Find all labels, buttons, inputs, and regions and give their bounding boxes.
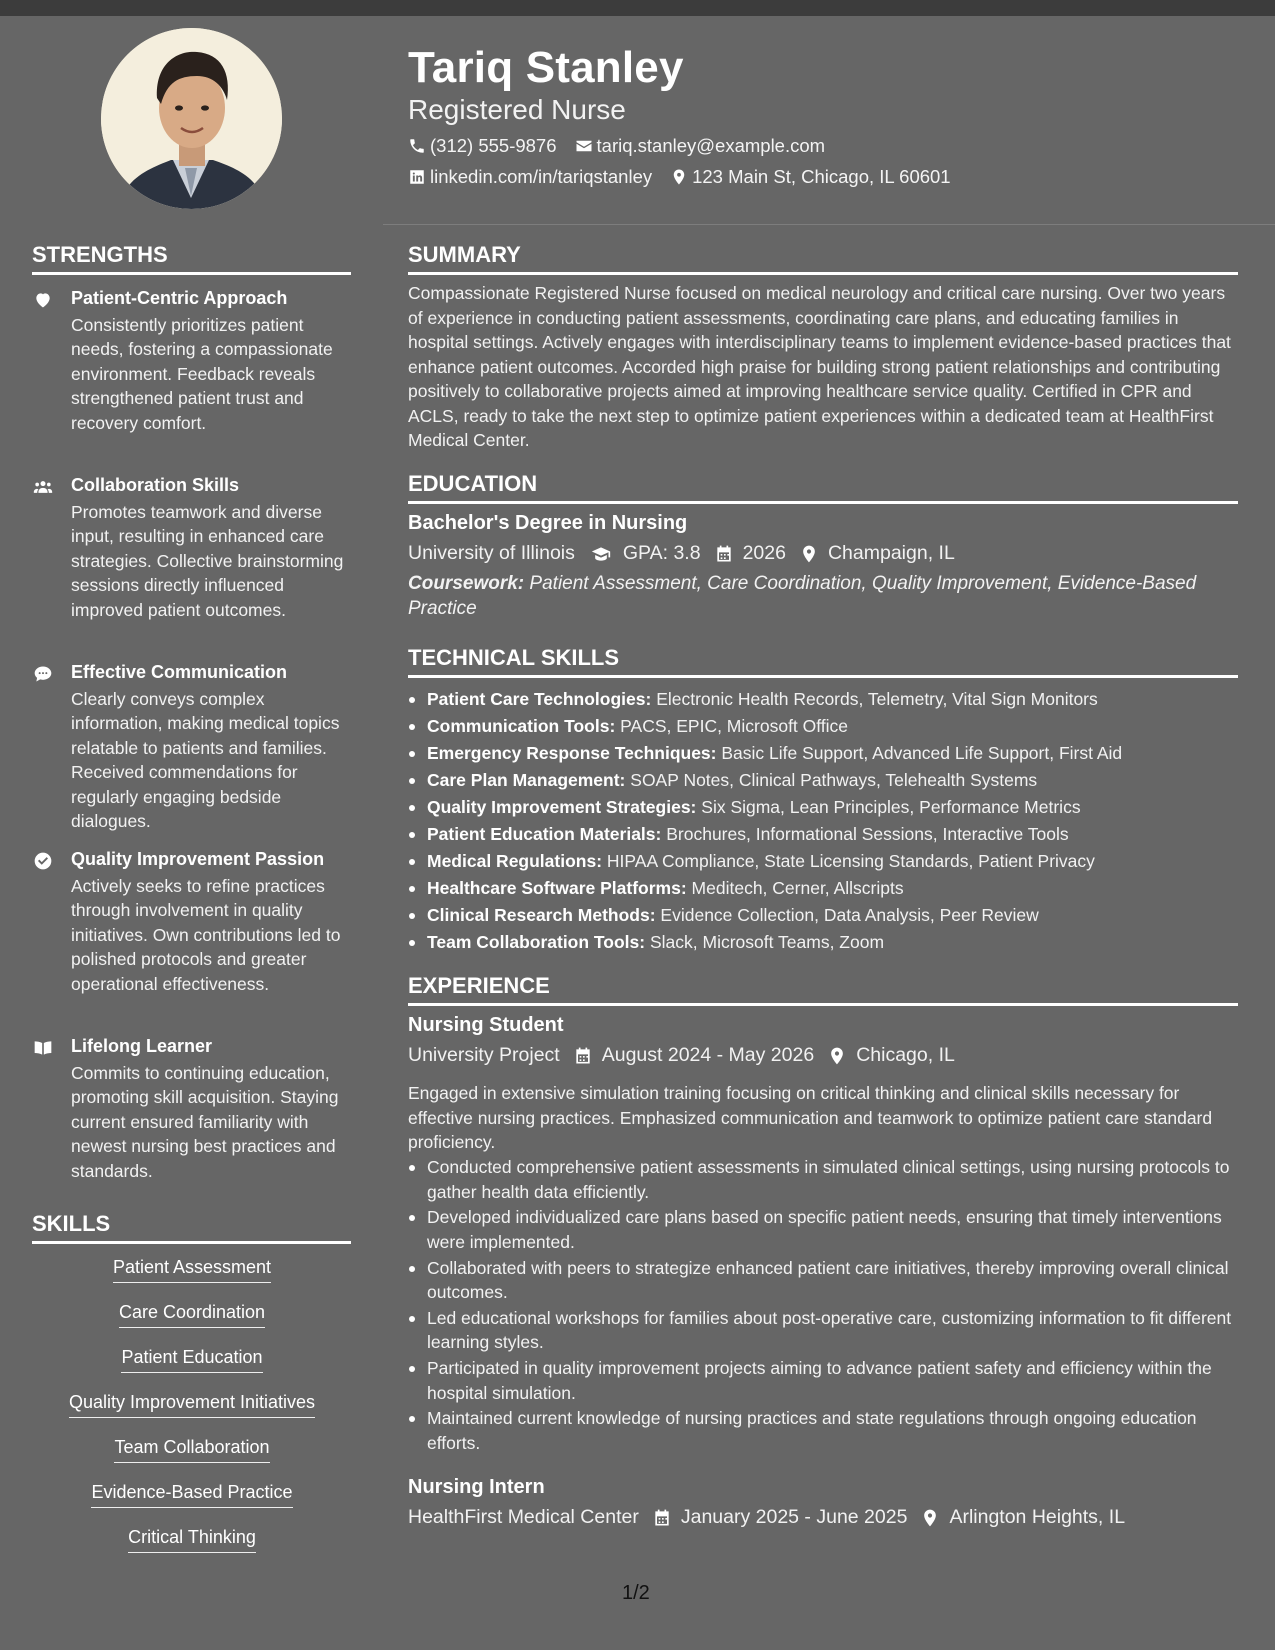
list-item: Emergency Response Techniques: Basic Life Support, Advanced Life Support, First Aid xyxy=(408,740,1243,767)
skill-tag: Critical Thinking xyxy=(32,1527,352,1553)
job-summary: Engaged in extensive simulation training focusing on critical thinking and clinical skills necessary for effective nursing practices. Emphasized communication and teamwork to optimize patient care standard proficiency. xyxy=(408,1083,1213,1152)
technical-skills-rule xyxy=(408,675,1238,678)
linkedin-item[interactable] xyxy=(408,166,652,188)
linkedin-text: linkedin.com/in/tariqstanley xyxy=(430,166,653,187)
list-item: Patient Education Materials: Brochures, Informational Sessions, Interactive Tools xyxy=(408,821,1243,848)
graduation-cap-icon xyxy=(588,544,614,564)
job-meta xyxy=(408,1506,1125,1529)
heart-icon xyxy=(32,290,54,310)
candidate-name: Tariq Stanley xyxy=(408,43,684,92)
school-name: University of Illinois xyxy=(408,542,575,564)
strength-title: Effective Communication xyxy=(71,662,288,682)
strength-title: Quality Improvement Passion xyxy=(71,849,325,869)
job-org: University Project xyxy=(408,1044,560,1066)
list-item: Quality Improvement Strategies: Six Sigma, Lean Principles, Performance Metrics xyxy=(408,794,1243,821)
strength-title: Lifelong Learner xyxy=(71,1036,213,1056)
skill-tag: Patient Education xyxy=(32,1347,352,1373)
users-icon xyxy=(32,477,54,497)
linkedin-icon xyxy=(408,168,426,186)
address-item xyxy=(670,166,951,188)
strength-title: Collaboration Skills xyxy=(71,475,240,495)
strength-desc: Commits to continuing education, promoting skill acquisition. Staying current ensured familiarity with newest nursing best practices and standards. xyxy=(71,1063,339,1181)
strengths-rule xyxy=(32,272,351,275)
calendar-icon xyxy=(714,544,734,564)
map-marker-icon xyxy=(920,1508,940,1528)
calendar-icon xyxy=(652,1508,672,1528)
resume-page xyxy=(0,16,1275,1650)
email-text: tariq.stanley@example.com xyxy=(596,135,826,156)
list-item: Collaborated with peers to strategize enhanced patient care initiatives, thereby improving overall clinical outcomes. xyxy=(408,1256,1243,1305)
list-item: Clinical Research Methods: Evidence Collection, Data Analysis, Peer Review xyxy=(408,902,1243,929)
list-item: Led educational workshops for families about post-operative care, customizing information to fit different learning styles. xyxy=(408,1306,1243,1355)
coursework xyxy=(408,572,1243,621)
envelope-icon xyxy=(575,137,593,155)
summary-rule xyxy=(408,272,1238,275)
job-bullets xyxy=(408,1155,1243,1457)
list-item: Conducted comprehensive patient assessments in simulated clinical settings, using nursing protocols to gather health data efficiently. xyxy=(408,1155,1243,1204)
technical-skills-heading: TECHNICAL SKILLS xyxy=(408,645,620,670)
job-title: Nursing Intern xyxy=(408,1476,545,1498)
contact-row-2 xyxy=(408,166,969,188)
job-dates: August 2024 - May 2026 xyxy=(601,1044,815,1066)
list-item: Healthcare Software Platforms: Meditech, Cerner, Allscripts xyxy=(408,875,1243,902)
coursework-list: Patient Assessment, Care Coordination, Quality Improvement, Evidence-Based Practice xyxy=(408,573,1197,619)
window-top-bar xyxy=(0,0,1275,16)
strength-desc: Actively seeks to refine practices through involvement in quality initiatives. Own contributions led to polished protocols and greater operational effectiveness. xyxy=(71,876,341,994)
skills-rule xyxy=(32,1241,351,1244)
list-item: Communication Tools: PACS, EPIC, Microsoft Office xyxy=(408,713,1243,740)
contact-row-1 xyxy=(408,135,843,157)
map-marker-icon xyxy=(827,1046,847,1066)
skill-tag: Evidence-Based Practice xyxy=(32,1482,352,1508)
header-divider xyxy=(383,224,1275,225)
summary-heading: SUMMARY xyxy=(408,242,521,267)
email-item[interactable] xyxy=(575,135,826,157)
job-location: Arlington Heights, IL xyxy=(949,1506,1126,1528)
comment-icon xyxy=(32,664,54,684)
job-title: Nursing Student xyxy=(408,1014,564,1036)
list-item: Medical Regulations: HIPAA Compliance, State Licensing Standards, Patient Privacy xyxy=(408,848,1243,875)
skills-heading: SKILLS xyxy=(32,1211,111,1236)
candidate-role: Registered Nurse xyxy=(408,94,626,125)
strength-desc: Promotes teamwork and diverse input, resulting in enhanced care strategies. Collective brainstorming sessions directly influenced improved patient outcomes. xyxy=(71,502,344,620)
list-item: Participated in quality improvement projects aiming to advance patient safety and efficiency within the hospital simulation. xyxy=(408,1356,1243,1405)
education-heading: EDUCATION xyxy=(408,471,538,496)
job-dates: January 2025 - June 2025 xyxy=(680,1506,908,1528)
summary-text: Compassionate Registered Nurse focused on medical neurology and critical care nursing. Over two years of experience in conducting patient assessments, coordinating care plans, and educating families in hospital settings. Actively engages with interdisciplinary teams to implement evidence-based practices that enhance patient outcomes. Accorded high praise for building strong patient relationships and contributing positively to collaborative projects aimed at improving healthcare service quality. Certified in CPR and ACLS, ready to take the next step to optimize patient experiences within a dedicated team at HealthFirst Medical Center. xyxy=(408,283,1231,450)
skill-tag: Team Collaboration xyxy=(32,1437,352,1463)
gpa-text: GPA: 3.8 xyxy=(622,542,701,564)
check-circle-icon xyxy=(32,851,54,871)
profile-photo xyxy=(101,28,282,209)
phone-icon xyxy=(408,137,426,155)
page-number: 1/2 xyxy=(622,1582,650,1604)
job-meta xyxy=(408,1044,955,1067)
calendar-icon xyxy=(573,1046,593,1066)
strength-desc: Consistently prioritizes patient needs, fostering a compassionate environment. Feedback reveals strengthened patient trust and recovery comfort. xyxy=(71,315,333,433)
school-location: Champaign, IL xyxy=(827,542,955,564)
coursework-label: Coursework: xyxy=(408,573,525,594)
education-meta xyxy=(408,542,955,565)
map-marker-icon xyxy=(670,168,688,186)
address-text: 123 Main St, Chicago, IL 60601 xyxy=(692,166,951,187)
skill-tag: Quality Improvement Initiatives xyxy=(32,1392,352,1418)
phone-text: (312) 555-9876 xyxy=(430,135,557,156)
list-item: Maintained current knowledge of nursing practices and state regulations through ongoing education efforts. xyxy=(408,1406,1243,1455)
experience-rule xyxy=(408,1003,1238,1006)
graduation-year: 2026 xyxy=(742,542,786,564)
skill-tag: Patient Assessment xyxy=(32,1257,352,1283)
education-rule xyxy=(408,501,1238,504)
map-marker-icon xyxy=(799,544,819,564)
strengths-heading: STRENGTHS xyxy=(32,242,168,267)
strength-title: Patient-Centric Approach xyxy=(71,288,288,308)
job-org: HealthFirst Medical Center xyxy=(408,1506,639,1528)
technical-skills-list xyxy=(408,686,1243,956)
job-location: Chicago, IL xyxy=(856,1044,955,1066)
experience-heading: EXPERIENCE xyxy=(408,973,550,998)
book-icon xyxy=(32,1038,54,1058)
phone-item[interactable] xyxy=(408,135,557,157)
skill-tag: Care Coordination xyxy=(32,1302,352,1328)
degree-title: Bachelor's Degree in Nursing xyxy=(408,512,688,534)
list-item: Developed individualized care plans based on specific patient needs, ensuring that timely interventions were implemented. xyxy=(408,1205,1243,1254)
list-item: Care Plan Management: SOAP Notes, Clinical Pathways, Telehealth Systems xyxy=(408,767,1243,794)
list-item: Team Collaboration Tools: Slack, Microsoft Teams, Zoom xyxy=(408,929,1243,956)
strength-desc: Clearly conveys complex information, making medical topics relatable to patients and families. Received commendations for regularly engaging bedside dialogues. xyxy=(71,689,340,832)
list-item: Patient Care Technologies: Electronic Health Records, Telemetry, Vital Sign Monitors xyxy=(408,686,1243,713)
